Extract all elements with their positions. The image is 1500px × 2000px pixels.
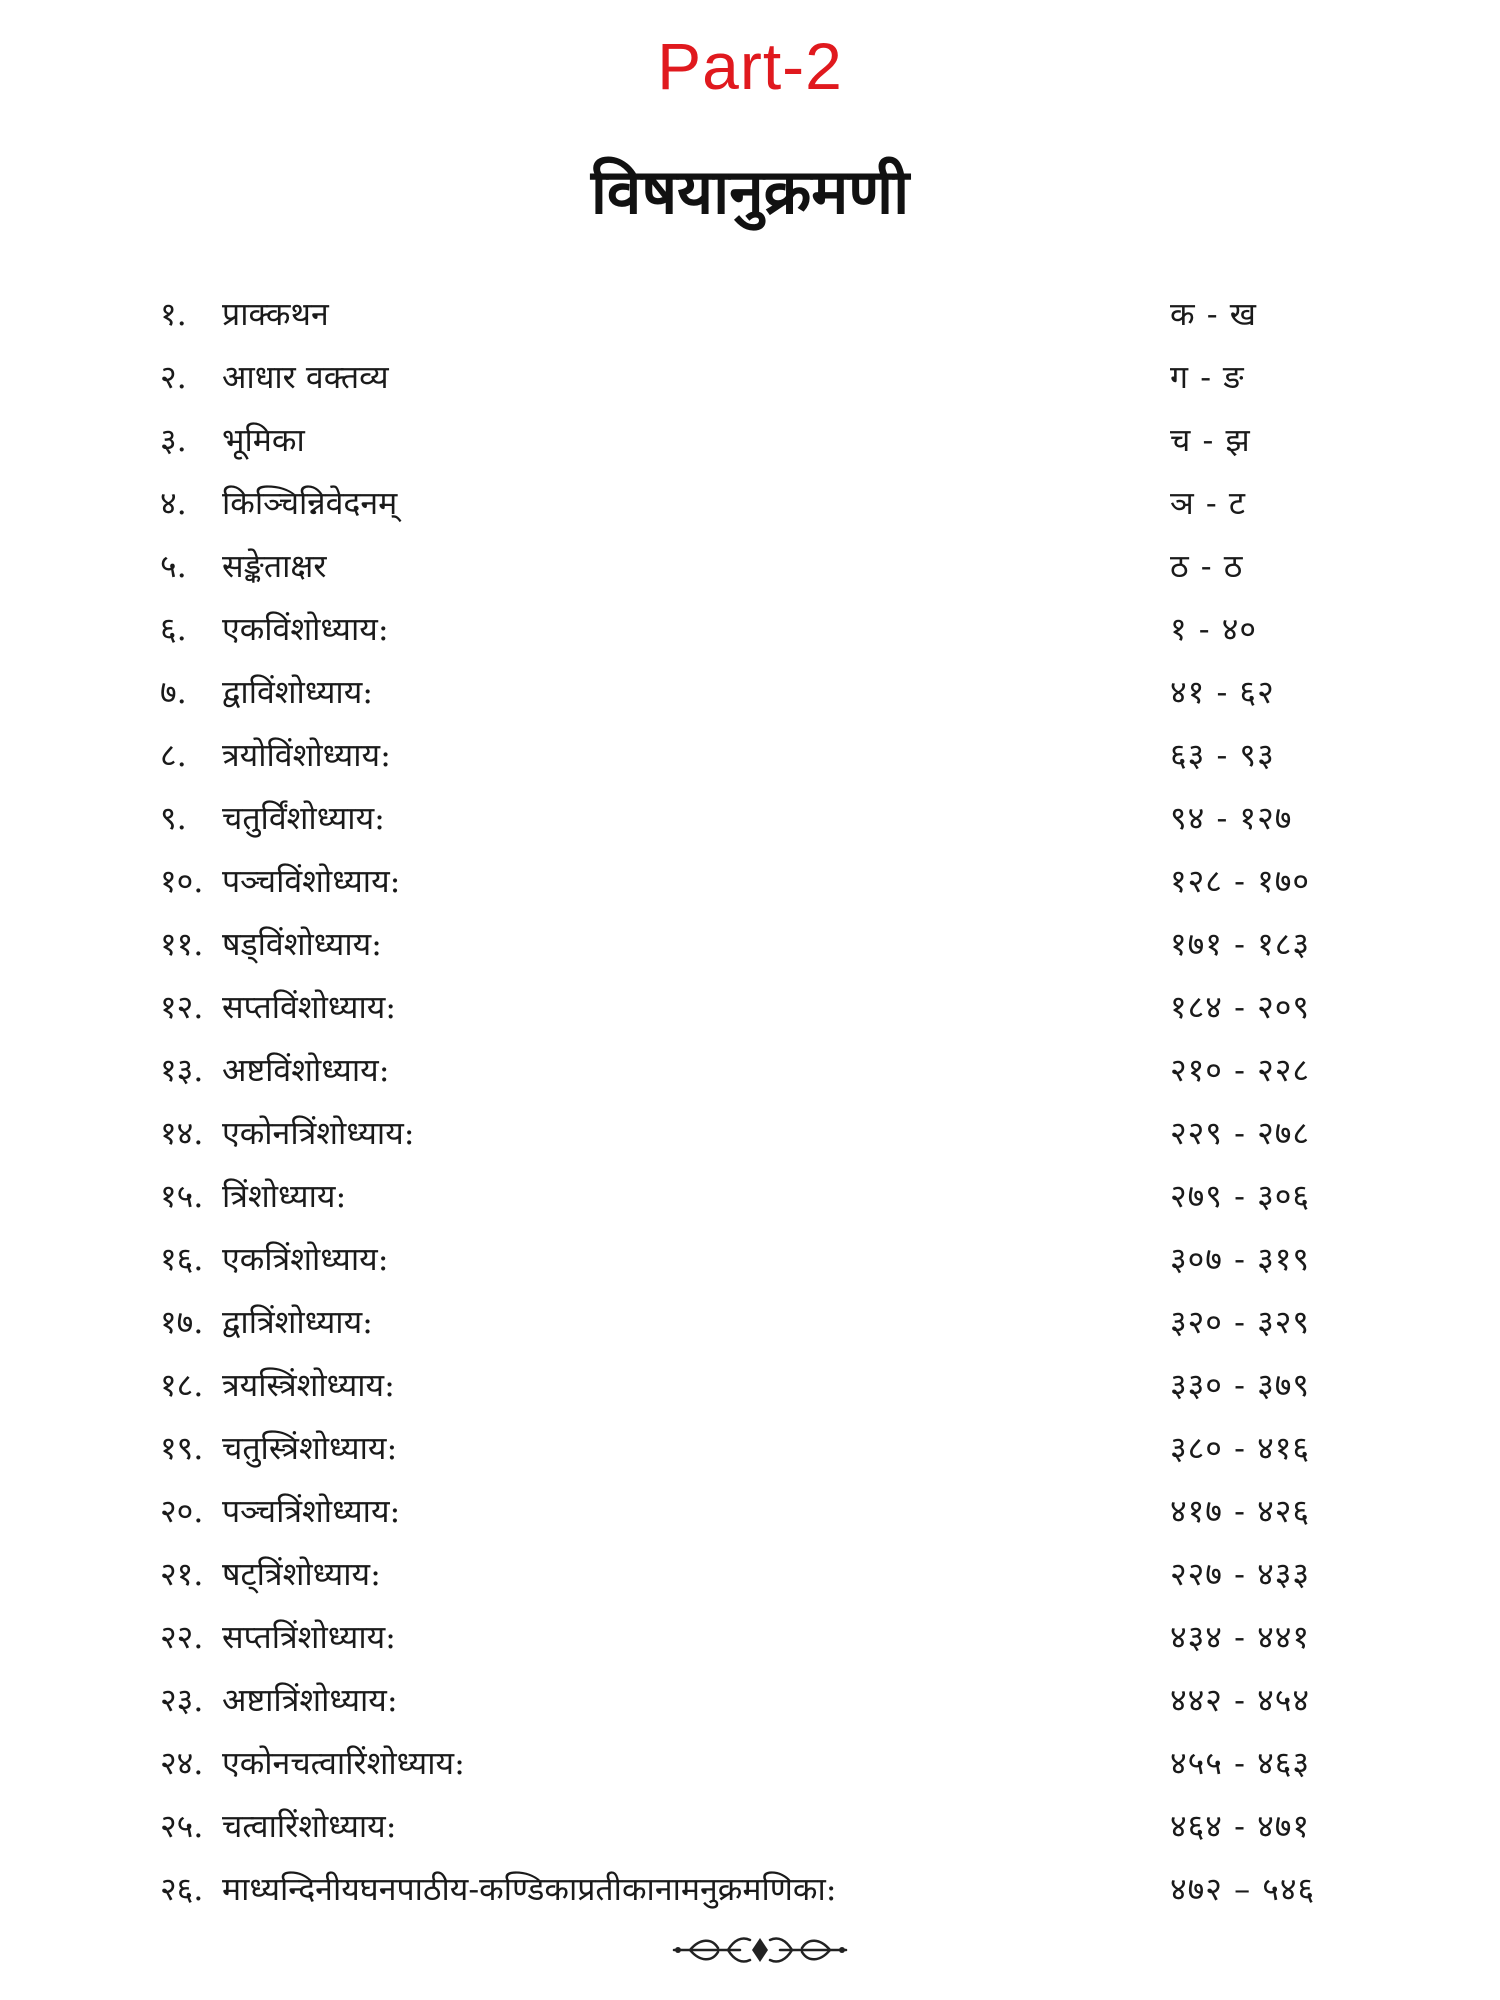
toc-entry-pages: १ - ४० <box>1170 610 1258 648</box>
toc-entry-pages: २७९ - ३०६ <box>1170 1177 1310 1215</box>
toc-entry-pages: ६३ - ९३ <box>1170 736 1275 774</box>
toc-entry-num: २५. <box>160 1807 204 1845</box>
toc-entry-name: एकविंशोध्याय: <box>222 610 389 648</box>
toc-entry <box>160 1668 1340 1731</box>
toc-entry-pages: ४५५ - ४६३ <box>1170 1744 1310 1782</box>
toc-entry-pages: ९४ - १२७ <box>1170 799 1293 837</box>
toc-entry-num: १९. <box>160 1429 204 1467</box>
toc-entry-name: एकोनचत्वारिंशोध्याय: <box>222 1744 465 1782</box>
part-label: Part-2 <box>657 29 843 103</box>
toc-entry-num: ११. <box>160 925 204 963</box>
toc-entry <box>160 975 1340 1038</box>
toc-entry-name: त्रिंशोध्याय: <box>222 1177 347 1215</box>
toc-entry <box>160 1227 1340 1290</box>
toc-entry-pages: ३८० - ४१६ <box>1170 1429 1310 1467</box>
toc-entry-pages: ३३० - ३७९ <box>1170 1366 1310 1404</box>
toc-entry <box>160 1038 1340 1101</box>
toc-entry-pages: क - ख <box>1170 295 1257 333</box>
toc-entry <box>160 345 1340 408</box>
toc-entry-num: २. <box>160 358 187 396</box>
toc-entry <box>160 1542 1340 1605</box>
toc-entry-num: १४. <box>160 1114 204 1152</box>
toc-entry <box>160 1794 1340 1857</box>
toc-entry-name: द्वाविंशोध्याय: <box>222 673 374 711</box>
toc-entry-pages: ३२० - ३२९ <box>1170 1303 1310 1341</box>
toc-entry <box>160 408 1340 471</box>
toc-entry-num: १०. <box>160 862 204 900</box>
toc-entry-name: त्रयोविंशोध्याय: <box>222 736 391 774</box>
toc-entry-num: ३. <box>160 421 187 459</box>
toc-entry-num: २४. <box>160 1744 204 1782</box>
toc-entry <box>160 849 1340 912</box>
toc-entry-num: १६. <box>160 1240 204 1278</box>
toc-entry <box>160 1101 1340 1164</box>
toc-entry-pages: १७१ - १८३ <box>1170 925 1310 963</box>
toc-entry <box>160 912 1340 975</box>
toc-entry-num: १८. <box>160 1366 204 1404</box>
toc-entry-pages: १२८ - १७० <box>1170 862 1310 900</box>
toc-entry-num: ४. <box>160 484 187 522</box>
toc-entry-pages: १८४ - २०९ <box>1170 988 1310 1026</box>
toc-entry-name: सप्तविंशोध्याय: <box>222 988 397 1026</box>
toc-entry-name: पञ्चविंशोध्याय: <box>222 862 401 900</box>
toc-entry-name: षड्विंशोध्याय: <box>222 925 382 963</box>
toc-entry-name: सङ्केताक्षर <box>222 547 327 585</box>
toc-entry-num: ७. <box>160 673 187 711</box>
toc-entry-num: १५. <box>160 1177 204 1215</box>
toc-entry-name: आधार वक्तव्य <box>222 358 389 396</box>
toc-entry-pages: ४४२ - ४५४ <box>1170 1681 1310 1719</box>
toc-entry-name: एकोनत्रिंशोध्याय: <box>222 1114 415 1152</box>
toc-entry-pages: च - झ <box>1170 421 1251 459</box>
toc-entry <box>160 786 1340 849</box>
page-title: विषयानुक्रमणी <box>590 155 910 228</box>
toc-entry-num: १२. <box>160 988 204 1026</box>
toc-entry-num: ९. <box>160 799 187 837</box>
toc-entry-pages: ३०७ - ३१९ <box>1170 1240 1310 1278</box>
toc-entry-name: चत्वारिंशोध्याय: <box>222 1807 397 1845</box>
toc-entry <box>160 1605 1340 1668</box>
toc-entry-name: सप्तत्रिंशोध्याय: <box>222 1618 396 1656</box>
toc-entry <box>160 1353 1340 1416</box>
toc-entry <box>160 597 1340 660</box>
toc-entry-name: अष्टविंशोध्याय: <box>222 1051 390 1089</box>
toc-entry-name: भूमिका <box>222 421 305 459</box>
toc-entry-name: त्रयस्त्रिंशोध्याय: <box>222 1366 395 1404</box>
toc-entry-pages: ४३४ - ४४१ <box>1170 1618 1310 1656</box>
toc-entry-pages: ञ - ट <box>1170 484 1247 522</box>
toc-entry-num: ८. <box>160 736 187 774</box>
toc-entry-pages: ४६४ - ४७१ <box>1170 1807 1310 1845</box>
toc-entry-pages: ग - ङ <box>1170 358 1245 396</box>
toc-entry <box>160 723 1340 786</box>
toc-entry-num: ५. <box>160 547 187 585</box>
toc-entry-name: चतुस्त्रिंशोध्याय: <box>222 1429 398 1467</box>
toc-entry <box>160 1164 1340 1227</box>
toc-entry-pages: २१० - २२८ <box>1170 1051 1310 1089</box>
toc-entry-num: २०. <box>160 1492 204 1530</box>
toc-entry-name: चतुर्विंशोध्याय: <box>222 799 385 837</box>
toc-entry-pages: ठ - ठ <box>1170 547 1244 585</box>
table-of-contents <box>160 282 1340 1920</box>
toc-entry-pages: ४१ - ६२ <box>1170 673 1275 711</box>
toc-entry <box>160 660 1340 723</box>
toc-entry-num: १७. <box>160 1303 204 1341</box>
toc-entry <box>160 1416 1340 1479</box>
toc-entry <box>160 1857 1340 1920</box>
toc-entry-name: पञ्चत्रिंशोध्याय: <box>222 1492 401 1530</box>
toc-entry <box>160 471 1340 534</box>
toc-entry-pages: २२७ - ४३३ <box>1170 1555 1310 1593</box>
toc-entry-num: २२. <box>160 1618 204 1656</box>
toc-entry-num: २१. <box>160 1555 204 1593</box>
floral-ornament-icon <box>670 1930 850 1970</box>
toc-entry-num: १. <box>160 295 187 333</box>
toc-entry <box>160 1290 1340 1353</box>
toc-entry-name: प्राक्कथन <box>222 295 329 333</box>
toc-entry-pages: २२९ - २७८ <box>1170 1114 1310 1152</box>
toc-entry-pages: ४७२ – ५४६ <box>1170 1870 1316 1908</box>
toc-entry-pages: ४१७ - ४२६ <box>1170 1492 1310 1530</box>
toc-entry-name: माध्यन्दिनीयघनपाठीय-कण्डिकाप्रतीकानामनुक्रमणिका: <box>222 1870 837 1908</box>
toc-entry-name: किञ्चिन्निवेदनम् <box>222 484 398 522</box>
toc-entry <box>160 282 1340 345</box>
toc-entry <box>160 534 1340 597</box>
toc-entry-num: २३. <box>160 1681 204 1719</box>
toc-entry-name: द्वात्रिंशोध्याय: <box>222 1303 373 1341</box>
toc-entry-name: एकत्रिंशोध्याय: <box>222 1240 389 1278</box>
toc-entry-num: १३. <box>160 1051 204 1089</box>
toc-entry-num: २६. <box>160 1870 204 1908</box>
toc-entry-name: षट्त्रिंशोध्याय: <box>222 1555 381 1593</box>
toc-entry <box>160 1479 1340 1542</box>
toc-entry-num: ६. <box>160 610 187 648</box>
toc-entry <box>160 1731 1340 1794</box>
toc-entry-name: अष्टात्रिंशोध्याय: <box>222 1681 398 1719</box>
